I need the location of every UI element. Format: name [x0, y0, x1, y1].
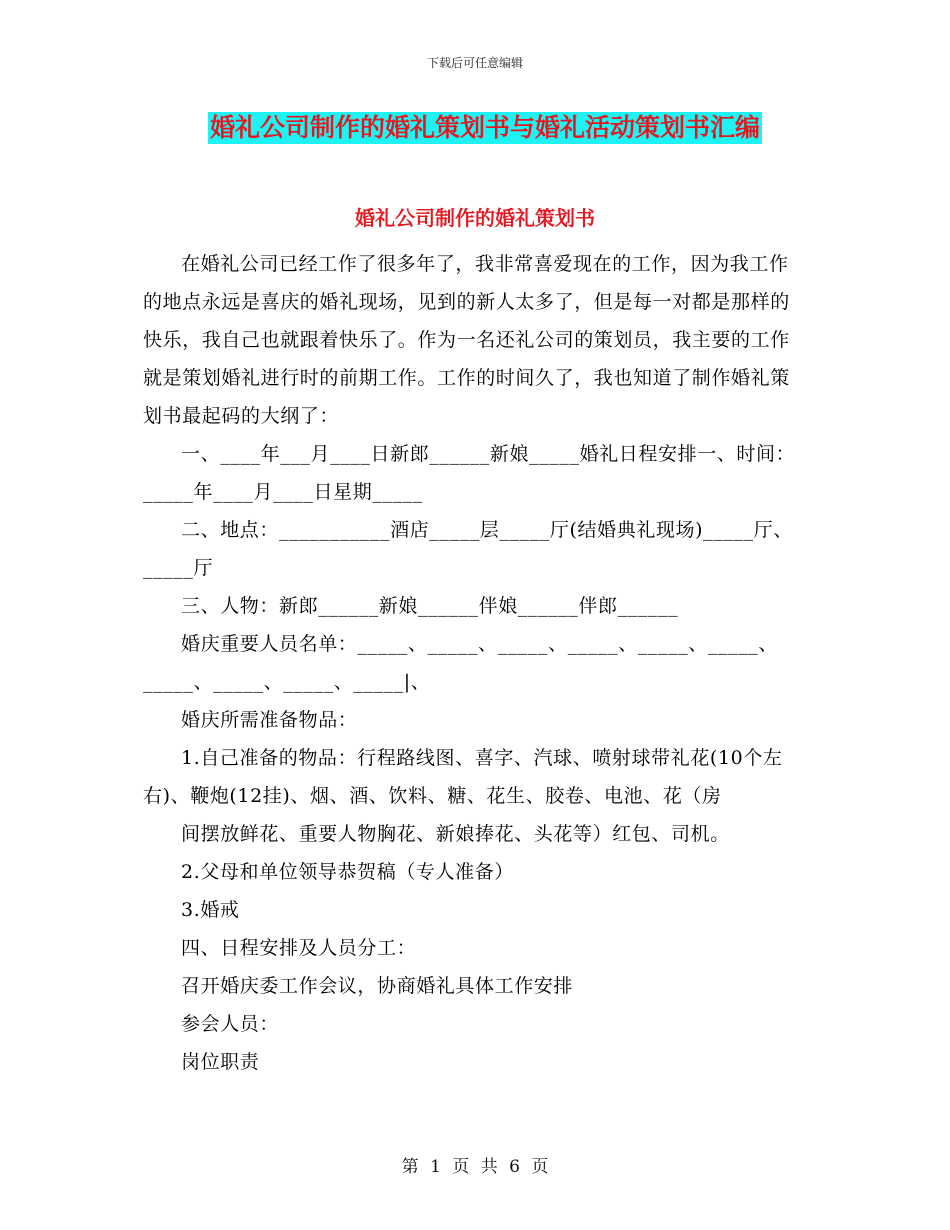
body-text — [143, 245, 808, 1081]
location-line: 二、地点：___________酒店_____层_____厅(结婚典礼现场)_____厅、_____厅 — [143, 519, 793, 579]
supplies-item-1: 1.自己准备的物品：行程路线图、喜字、汽球、喷射球带礼花(10个左右)、鞭炮(12挂)、烟、酒、饮料、糖、花生、胶卷、电池、花（房 — [143, 747, 783, 807]
people-line: 三、人物：新郎______新娘______伴娘______伴郎______ — [181, 595, 679, 617]
main-title: 婚礼公司制作的婚礼策划书与婚礼活动策划书汇编 — [210, 113, 761, 142]
supplies-item-3: 3.婚戒 — [181, 899, 240, 921]
supplies-item-1-cont: 间摆放鲜花、重要人物胸花、新娘捧花、头花等）红包、司机。 — [181, 823, 730, 845]
supplies-item-2: 2.父母和单位领导恭贺稿（专人准备） — [181, 861, 514, 883]
section-title: 婚礼公司制作的婚礼策划书 — [355, 206, 595, 230]
intro-paragraph: 在婚礼公司已经工作了很多年了，我非常喜爱现在的工作，因为我工作的地点永远是喜庆的婚礼现场，见到的新人太多了，但是每一对都是那样的快乐，我自己也就跟着快乐了。作为一名还礼公司的策划员，我主要的工作就是策划婚礼进行时的前期工作。工作的时间久了，我也知道了制作婚礼策划书最起码的大纲了： — [143, 253, 790, 427]
header-note: 下载后可任意编辑 — [426, 56, 523, 70]
page-footer: 第 1 页 共 6 页 — [401, 1157, 549, 1177]
attendees-line: 参会人员： — [181, 1013, 280, 1035]
meeting-line: 召开婚庆委工作会议，协商婚礼具体工作安排 — [181, 975, 574, 997]
staff-list-line: 婚庆重要人员名单：_____、_____、_____、_____、_____、_____、_____、_____、_____、_____|、 — [143, 633, 779, 693]
duties-line: 岗位职责 — [181, 1051, 260, 1073]
supplies-heading: 婚庆所需准备物品： — [181, 709, 358, 731]
schedule-heading: 四、日程安排及人员分工： — [181, 937, 417, 959]
date-line: 一、____年___月____日新郎______新娘_____婚礼日程安排一、时间：_____年____月____日星期_____ — [143, 443, 796, 503]
